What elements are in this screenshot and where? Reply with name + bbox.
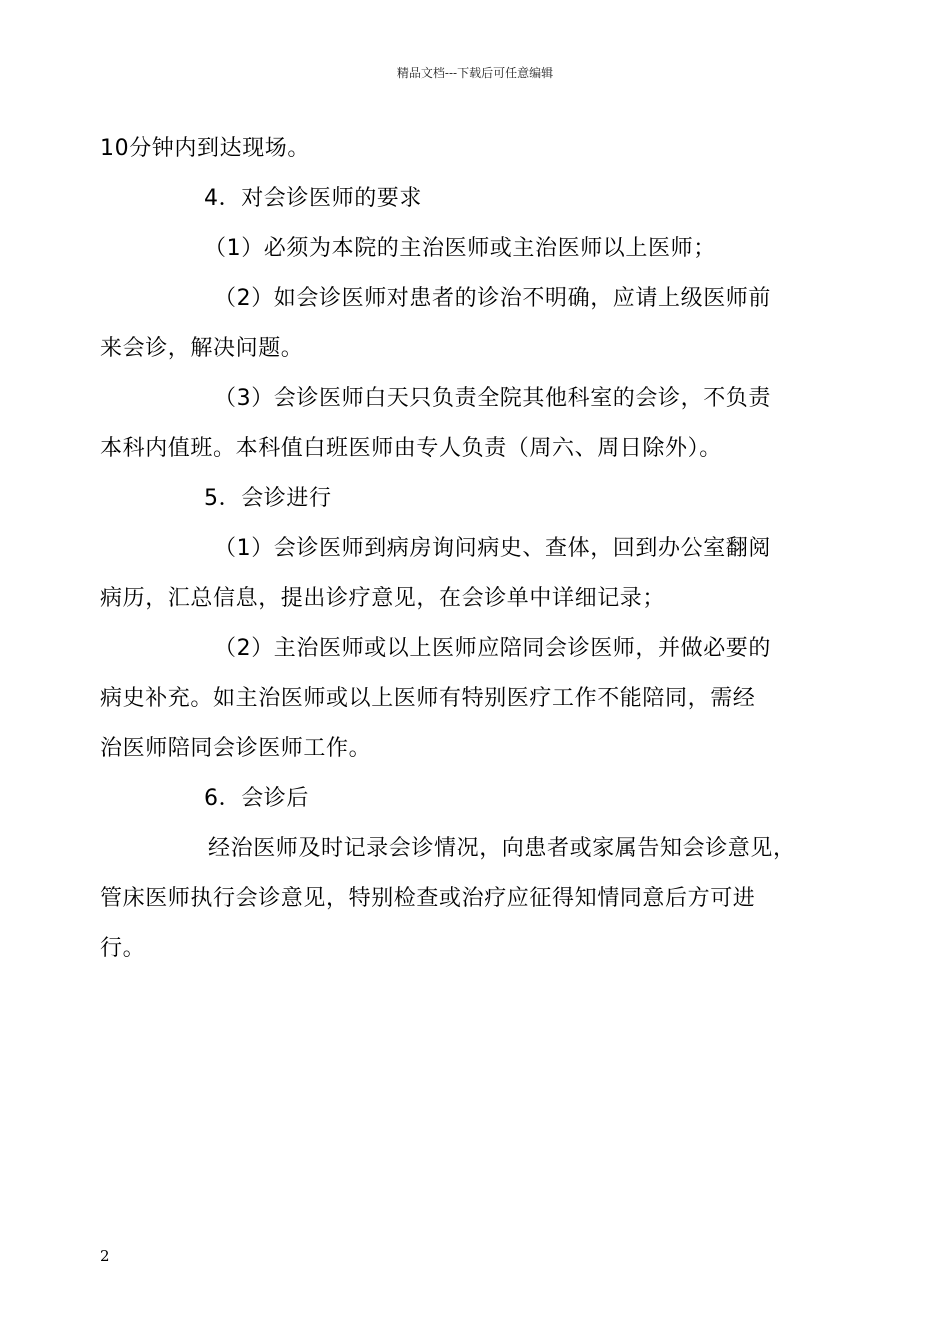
document-body bbox=[100, 124, 860, 974]
paragraph-line: 来会诊，解决问题。 bbox=[100, 336, 304, 361]
paragraph-line: 本科内值班。本科值白班医师由专人负责（周六、周日除外）。 bbox=[100, 436, 722, 461]
header-note: 精品文档---下载后可任意编辑 bbox=[396, 66, 554, 80]
list-item: （1）会诊医师到病房询问病史、查体，回到办公室翻阅 bbox=[214, 536, 771, 561]
list-item: （2）如会诊医师对患者的诊治不明确，应请上级医师前 bbox=[214, 286, 771, 311]
section-heading-6: 6．会诊后 bbox=[204, 786, 309, 811]
page-number: 2 bbox=[100, 1247, 110, 1265]
paragraph-line: 管床医师执行会诊意见，特别检查或治疗应征得知情同意后方可进 bbox=[100, 886, 756, 911]
list-item: （1）必须为本院的主治医师或主治医师以上医师； bbox=[204, 236, 716, 261]
list-item: （3）会诊医师白天只负责全院其他科室的会诊，不负责 bbox=[214, 386, 771, 411]
section-heading-4: 4．对会诊医师的要求 bbox=[204, 186, 422, 211]
paragraph-line: 病历，汇总信息，提出诊疗意见，在会诊单中详细记录； bbox=[100, 586, 666, 611]
paragraph-line: 治医师陪同会诊医师工作。 bbox=[100, 736, 372, 761]
paragraph-line: 经治医师及时记录会诊情况，向患者或家属告知会诊意见， bbox=[208, 836, 796, 861]
paragraph-line: 10分钟内到达现场。 bbox=[100, 136, 310, 161]
paragraph-line: 行。 bbox=[100, 936, 146, 961]
paragraph-line: 病史补充。如主治医师或以上医师有特别医疗工作不能陪同，需经 bbox=[100, 686, 756, 711]
list-item: （2）主治医师或以上医师应陪同会诊医师，并做必要的 bbox=[214, 636, 771, 661]
section-heading-5: 5．会诊进行 bbox=[204, 486, 332, 511]
